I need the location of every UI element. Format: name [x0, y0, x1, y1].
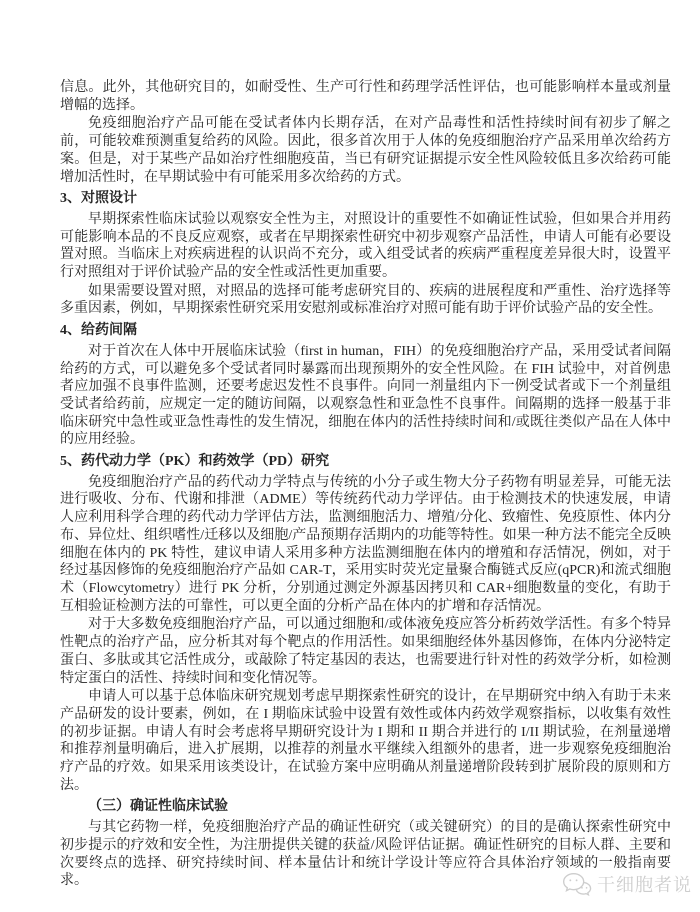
section-heading: 3、对照设计: [60, 191, 137, 207]
paragraph: 免疫细胞治疗产品可能在受试者体内长期存活，在对产品毒性和活性持续时间有初步了解之前，可能较难预测重复给药的风险。因此，很多首次用于人体的免疫细胞治疗产品采用单次给药方案。但是，对于某些产品如治疗性细胞疫苗，当已有研究证据提示安全性风险较低且多次给药可能增加活性时，在早期试验中有可能采用多次给药的方式。: [60, 116, 671, 185]
watermark-text: 干细胞者说: [597, 875, 692, 895]
wechat-chat-bubbles-icon: [562, 872, 592, 897]
paragraph: 对于大多数免疫细胞治疗产品，可以通过细胞和/或体液免疫应答分析药效学活性。有多个特异性靶点的治疗产品，应分析其对每个靶点的作用活性。如果细胞经体外基因修饰，在体内分泌特定蛋白、多肽或其它活性成分，或敲除了特定基因的表达，也需要进行针对性的药效学分析，如检测特定蛋白的活性、持续时间和变化情况等。: [60, 617, 671, 686]
paragraph: 早期探索性临床试验以观察安全性为主，对照设计的重要性不如确证性试验，但如果合并用药可能影响本品的不良反应观察，或者在早期探索性研究中初步观察产品活性，申请人可能有必要设置对照。当临床上对疾病进程的认识尚不充分，或入组受试者的疾病严重程度差异很大时，设置平行对照组对于评价试验产品的安全性或活性更加重要。: [60, 211, 671, 281]
paragraph: 信息。此外，其他研究目的，如耐受性、生产可行性和药理学活性评估，也可能影响样本量或剂量增幅的选择。: [60, 80, 671, 113]
paragraph: 对于首次在人体中开展临床试验（first in human，FIH）的免疫细胞治疗产品，采用受试者间隔给药的方式，可以避免多个受试者同时暴露而出现预期外的安全性风险。在 FIH 试验中，对首例患者应加强不良事件监测，还要考虑迟发性不良事件。向同一剂量组内下一例受试者或下一个剂量组受试者给药前，应规定一定的随访间隔，以观察急性和亚急性不良事件。间隔期的选择一般基于非临床研究中急性或亚急性毒性的发生情况，细胞在体内的活性持续时间和/或既往类似产品在人体中的应用经验。: [60, 343, 671, 448]
watermark: [562, 871, 692, 897]
paragraph: 与其它药物一样，免疫细胞治疗产品的确证性研究（或关键研究）的目的是确认探索性研究中初步提示的疗效和安全性，为注册提供关键的获益/风险评估证据。确证性研究的目标人群、主要和次要终点的选择、研究持续时间、样本量估计和统计学设计等应符合具体治疗领域的一般指南要求。: [60, 820, 671, 889]
document-body: [60, 79, 671, 891]
paragraph: 免疫细胞治疗产品的药代动力学特点与传统的小分子或生物大分子药物有明显差异，可能无法进行吸收、分布、代谢和排泄（ADME）等传统药代动力学评估。由于检测技术的快速发展，申请人应利用科学合理的药代动力学评估方法，监测细胞活力、增殖/分化、致瘤性、免疫原性、体内分布、异位灶、组织嗜性/迁移以及细胞/产品预期存活期内的功能等特性。如果一种方法不能完全反映细胞在体内的 PK 特性，建议申请人采用多种方法监测细胞在体内的增殖和存活情况，例如，对于经过基因修饰的免疫细胞治疗产品如 CAR-T，采用实时荧光定量聚合酶链式反应(qPCR)和流式细胞术（Flowcytometry）进行 PK 分析，分别通过测定外源基因拷贝和 CAR+细胞数量的变化，有助于互相验证检测方法的可靠性，可以更全面的分析产品在体内的扩增和存活情况。: [60, 474, 671, 614]
section-heading: 5、药代动力学（PK）和药效学（PD）研究: [60, 454, 330, 470]
paragraph: 申请人可以基于总体临床研究规划考虑早期探索性研究的设计，在早期研究中纳入有助于未来产品研发的设计要素，例如，在 I 期临床试验中设置有效性或体内药效学观察指标，以收集有效性的初步证据。申请人有时会考虑将早期研究设计为 I 期和 II 期合并进行的 I/II 期试验，在剂量递增和推荐剂量明确后，进入扩展期，以推荐的剂量水平继续入组额外的患者，进一步观察免疫细胞治疗产品的疗效。如果采用该类设计，在试验方案中应明确从剂量递增阶段转到扩展阶段的原则和方法。: [60, 689, 671, 793]
section-heading: 4、给药间隔: [60, 323, 137, 339]
paragraph: 如果需要设置对照，对照品的选择可能考虑研究目的、疾病的进展程度和严重性、治疗选择等多重因素，例如，早期探索性研究采用安慰剂或标准治疗对照可能有助于评价试验产品的安全性。: [60, 283, 671, 317]
section-heading: （三）确证性临床试验: [88, 799, 228, 815]
